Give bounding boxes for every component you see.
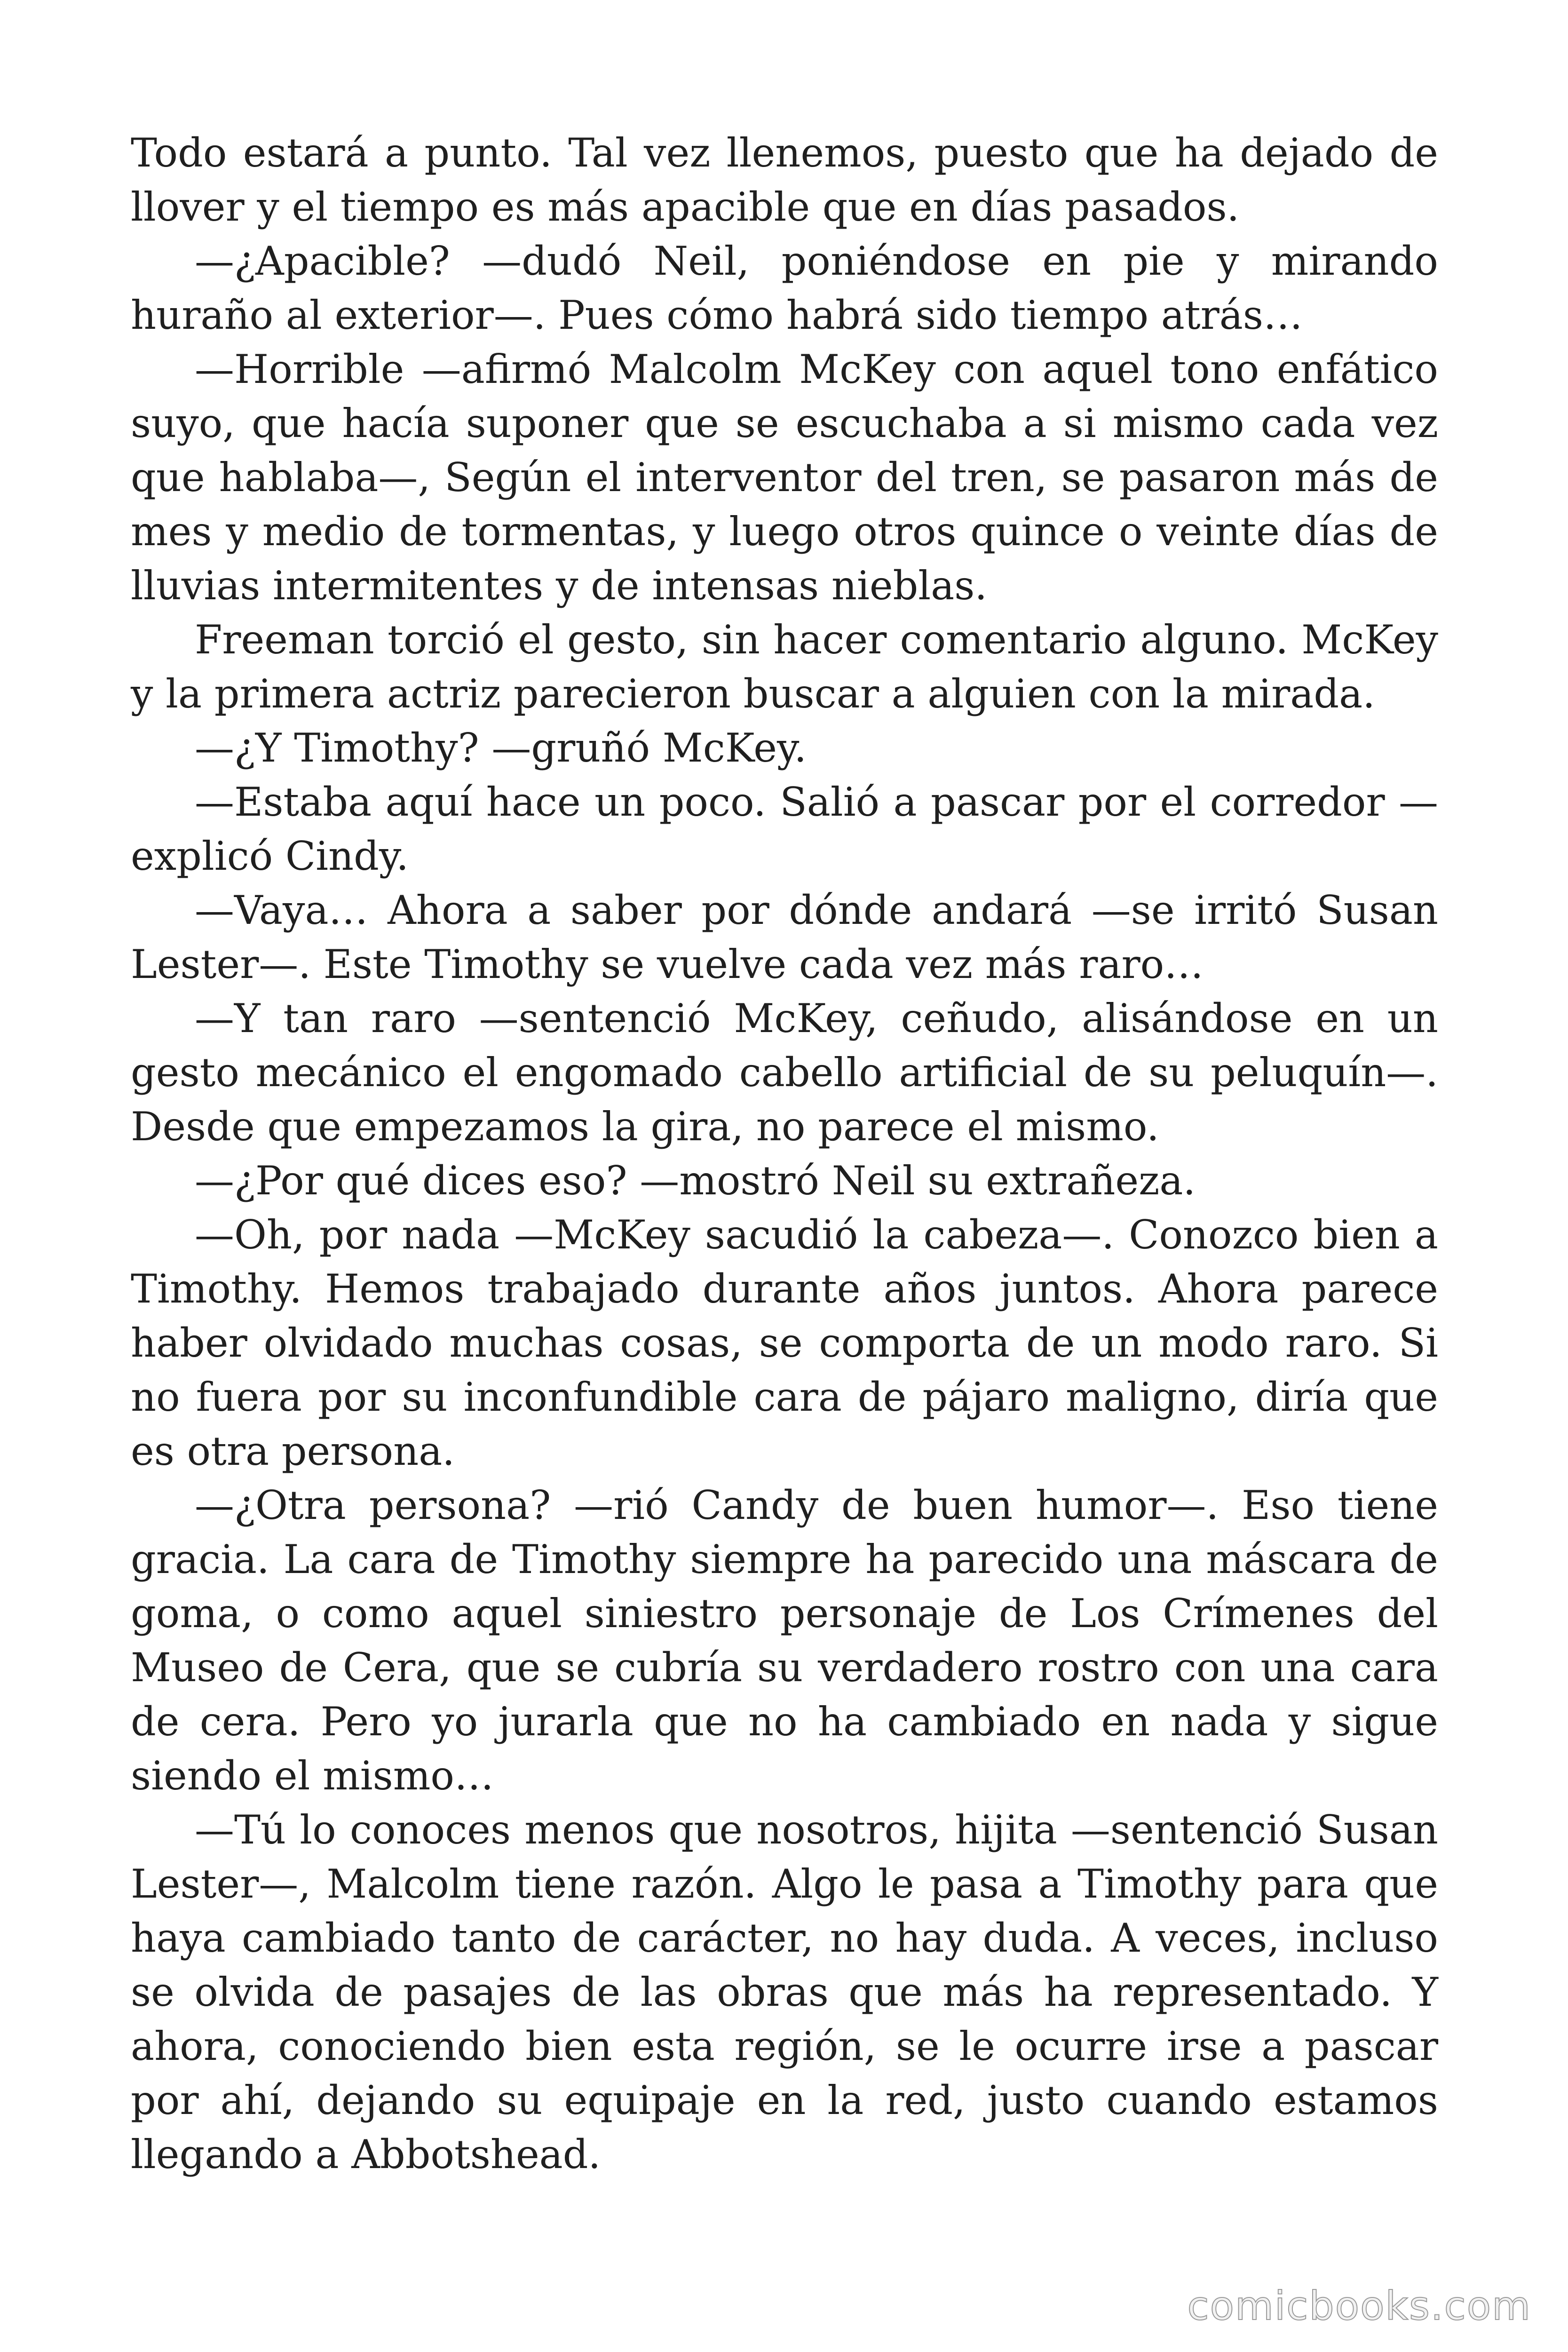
watermark-logo: comicbooks.com: [1187, 2283, 1531, 2329]
paragraph-2: —¿Apacible? —dudó Neil, poniéndose en pie y mirando huraño al exterior—. Pues cómo habrá sido tiempo atrás…: [131, 238, 1438, 338]
body-text: [131, 126, 1438, 2182]
paragraph-8: —Y tan raro —sentenció McKey, ceñudo, alisándose en un gesto mecánico el engomado cabello artificial de su peluquín—. Desde que empezamos la gira, no parece el mismo.: [131, 995, 1438, 1150]
paragraph-12: —Tú lo conoces menos que nosotros, hijita —sentenció Susan Lester—, Malcolm tiene razón. Algo le pasa a Timothy para que haya cambiado tanto de carácter, no hay duda. A veces, incluso se olvida de pasajes de las obras que más ha representado. Y ahora, conociendo bien esta región, se le ocurre irse a pascar por ahí, dejando su equipaje en la red, justo cuando estamos llegando a Abbotshead.: [131, 1807, 1438, 2177]
paragraph-4: Freeman torció el gesto, sin hacer comentario alguno. McKey y la primera actriz parecieron buscar a alguien con la mirada.: [131, 617, 1438, 717]
paragraph-7: —Vaya… Ahora a saber por dónde andará —se irritó Susan Lester—. Este Timothy se vuelve cada vez más raro…: [131, 887, 1438, 987]
paragraph-11: —¿Otra persona? —rió Candy de buen humor—. Eso tiene gracia. La cara de Timothy siempre ha parecido una máscara de goma, o como aquel siniestro personaje de Los Crímenes del Museo de Cera, que se cubría su verdadero rostro con una cara de cera. Pero yo jurarla que no ha cambiado en nada y sigue siendo el mismo…: [131, 1482, 1438, 1799]
paragraph-5: —¿Y Timothy? —gruñó McKey.: [195, 725, 807, 771]
paragraph-3: —Horrible —afirmó Malcolm McKey con aquel tono enfático suyo, que hacía suponer que se escuchaba a si mismo cada vez que hablaba—, Según el interventor del tren, se pasaron más de mes y medio de tormentas, y luego otros quince o veinte días de lluvias intermitentes y de intensas nieblas.: [131, 346, 1438, 609]
paragraph-6: —Estaba aquí hace un poco. Salió a pascar por el corredor — explicó Cindy.: [131, 779, 1438, 879]
paragraph-1: Todo estará a punto. Tal vez llenemos, puesto que ha dejado de llover y el tiempo es más apacible que en días pasados.: [131, 130, 1438, 230]
paragraph-10: —Oh, por nada —McKey sacudió la cabeza—. Conozco bien a Timothy. Hemos trabajado durante años juntos. Ahora parece haber olvidado muchas cosas, se comporta de un modo raro. Si no fuera por su inconfundible cara de pájaro maligno, diría que es otra persona.: [131, 1212, 1438, 1474]
paragraph-9: —¿Por qué dices eso? —mostró Neil su extrañeza.: [195, 1158, 1196, 1204]
